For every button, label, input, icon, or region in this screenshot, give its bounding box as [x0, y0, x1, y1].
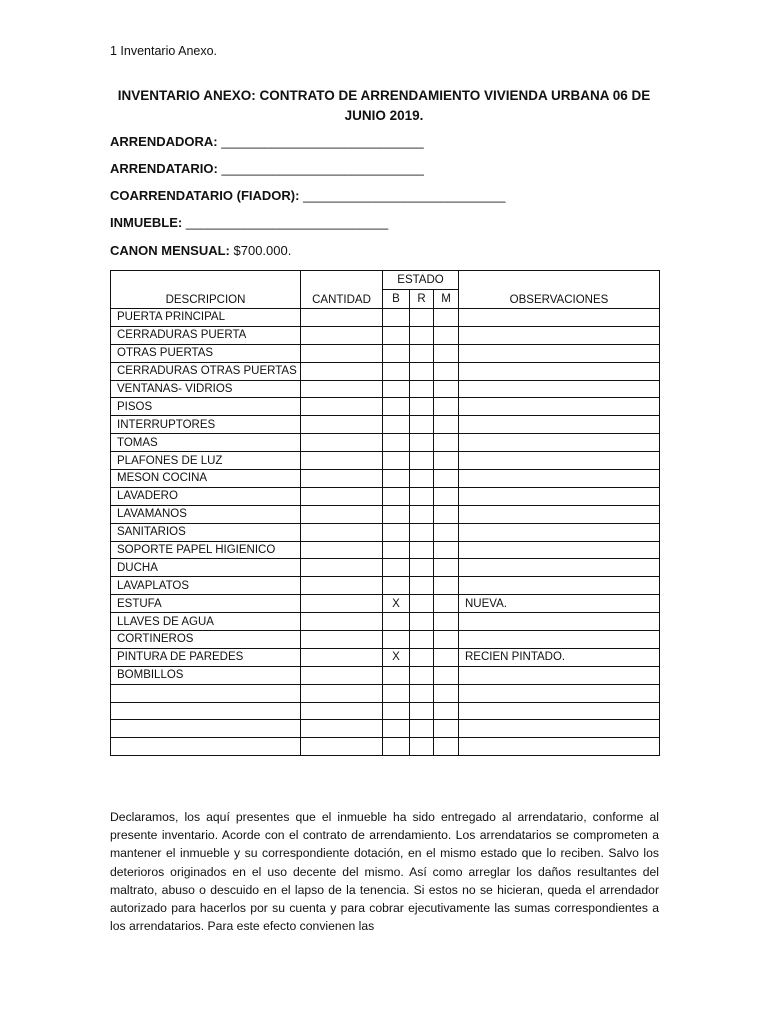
cell-estado-b: X: [383, 648, 410, 666]
field-canon-mensual: [110, 243, 291, 258]
cell-descripcion: INTERRUPTORES: [111, 416, 301, 434]
cell-estado-r: [410, 702, 434, 720]
cell-descripcion: OTRAS PUERTAS: [111, 344, 301, 362]
field-value: $700.000.: [233, 243, 292, 258]
cell-estado-m: [434, 523, 459, 541]
cell-estado-r: [410, 470, 434, 488]
cell-estado-b: [383, 309, 410, 327]
cell-descripcion: CERRADURAS PUERTA: [111, 326, 301, 344]
table-row: [111, 326, 660, 344]
cell-estado-b: [383, 344, 410, 362]
field-arrendatario: [110, 161, 424, 176]
declaration-paragraph: Declaramos, los aquí presentes que el inmueble ha sido entregado al arrendatario, conforme al presente inventario. Acorde con el contrato de arrendamiento. Los arrendatarios se comprometen a mantener el inmueble y su correspondiente dotación, en el mismo estado que lo reciben. Salvo los deterioros originados en el uso decente del mismo. Así como arreglar los daños resultantes del maltrato, abuso o descuido en el lapso de la tenencia. Si estos no se hicieran, queda el arrendador autorizado para hacerlos por su cuenta y para cobrar ejecutivamente las sumas correspondientes a los arrendatarios. Para este efecto convienen las: [110, 810, 659, 934]
table-row: [111, 684, 660, 702]
header-note: 1 Inventario Anexo.: [110, 44, 218, 58]
cell-descripcion: PINTURA DE PAREDES: [111, 648, 301, 666]
col-header-r: R: [410, 290, 434, 309]
cell-observaciones: [459, 577, 660, 595]
cell-estado-r: [410, 577, 434, 595]
cell-descripcion: LAVADERO: [111, 487, 301, 505]
cell-estado-r: [410, 738, 434, 756]
table-row: [111, 595, 660, 613]
cell-descripcion: SOPORTE PAPEL HIGIENICO: [111, 541, 301, 559]
cell-estado-r: [410, 416, 434, 434]
cell-estado-r: [410, 613, 434, 631]
cell-estado-r: [410, 398, 434, 416]
cell-observaciones: [459, 344, 660, 362]
cell-estado-m: [434, 577, 459, 595]
cell-estado-r: [410, 559, 434, 577]
cell-estado-m: [434, 559, 459, 577]
cell-cantidad: [301, 577, 383, 595]
cell-descripcion: DUCHA: [111, 559, 301, 577]
cell-descripcion: CERRADURAS OTRAS PUERTAS: [111, 362, 301, 380]
cell-estado-b: [383, 487, 410, 505]
cell-estado-b: [383, 523, 410, 541]
table-row: [111, 738, 660, 756]
table-row: [111, 505, 660, 523]
cell-cantidad: [301, 523, 383, 541]
cell-observaciones: [459, 398, 660, 416]
table-row: [111, 666, 660, 684]
cell-cantidad: [301, 452, 383, 470]
cell-estado-r: [410, 631, 434, 649]
cell-descripcion: LAVAPLATOS: [111, 577, 301, 595]
cell-estado-r: [410, 344, 434, 362]
cell-observaciones: [459, 452, 660, 470]
col-header-estado: ESTADO: [383, 271, 459, 290]
cell-estado-b: [383, 452, 410, 470]
table-row: [111, 702, 660, 720]
table-row: [111, 613, 660, 631]
cell-estado-m: [434, 631, 459, 649]
cell-estado-b: [383, 470, 410, 488]
cell-cantidad: [301, 505, 383, 523]
table-row: [111, 577, 660, 595]
table-row: [111, 631, 660, 649]
blank-line: ____________________________: [221, 161, 424, 176]
cell-estado-m: [434, 487, 459, 505]
cell-estado-m: [434, 380, 459, 398]
cell-cantidad: [301, 631, 383, 649]
field-label: ARRENDATARIO:: [110, 161, 218, 176]
cell-estado-b: [383, 559, 410, 577]
cell-estado-r: [410, 362, 434, 380]
col-header-cantidad: CANTIDAD: [301, 271, 383, 309]
cell-observaciones: [459, 434, 660, 452]
cell-estado-m: [434, 434, 459, 452]
cell-cantidad: [301, 595, 383, 613]
cell-estado-b: [383, 577, 410, 595]
cell-estado-r: [410, 380, 434, 398]
cell-estado-b: [383, 684, 410, 702]
cell-estado-r: [410, 505, 434, 523]
cell-cantidad: [301, 666, 383, 684]
cell-estado-m: [434, 684, 459, 702]
cell-estado-b: [383, 738, 410, 756]
cell-cantidad: [301, 684, 383, 702]
cell-descripcion: BOMBILLOS: [111, 666, 301, 684]
cell-estado-m: [434, 470, 459, 488]
cell-estado-m: [434, 595, 459, 613]
field-label: COARRENDATARIO (FIADOR):: [110, 188, 300, 203]
table-row: [111, 398, 660, 416]
cell-estado-m: [434, 702, 459, 720]
cell-estado-b: [383, 326, 410, 344]
table-row: [111, 309, 660, 327]
cell-descripcion: VENTANAS- VIDRIOS: [111, 380, 301, 398]
table-row: [111, 362, 660, 380]
cell-estado-r: [410, 595, 434, 613]
cell-estado-r: [410, 648, 434, 666]
cell-descripcion: [111, 738, 301, 756]
cell-cantidad: [301, 648, 383, 666]
cell-cantidad: [301, 309, 383, 327]
col-header-b: B: [383, 290, 410, 309]
cell-descripcion: [111, 684, 301, 702]
col-header-observaciones: OBSERVACIONES: [459, 271, 660, 309]
cell-estado-b: [383, 702, 410, 720]
cell-observaciones: [459, 487, 660, 505]
cell-estado-r: [410, 720, 434, 738]
cell-descripcion: PLAFONES DE LUZ: [111, 452, 301, 470]
table-row: [111, 648, 660, 666]
cell-cantidad: [301, 702, 383, 720]
cell-observaciones: [459, 720, 660, 738]
table-row: [111, 470, 660, 488]
blank-line: ____________________________: [221, 134, 424, 149]
cell-observaciones: [459, 326, 660, 344]
field-arrendadora: [110, 134, 424, 149]
cell-estado-r: [410, 487, 434, 505]
cell-descripcion: MESON COCINA: [111, 470, 301, 488]
cell-estado-r: [410, 434, 434, 452]
cell-observaciones: [459, 613, 660, 631]
cell-cantidad: [301, 362, 383, 380]
cell-estado-r: [410, 452, 434, 470]
cell-estado-m: [434, 416, 459, 434]
cell-observaciones: [459, 559, 660, 577]
cell-estado-m: [434, 398, 459, 416]
cell-estado-b: [383, 720, 410, 738]
cell-descripcion: [111, 720, 301, 738]
cell-descripcion: [111, 702, 301, 720]
cell-estado-b: X: [383, 595, 410, 613]
cell-estado-b: [383, 398, 410, 416]
cell-observaciones: [459, 362, 660, 380]
cell-estado-m: [434, 720, 459, 738]
cell-cantidad: [301, 344, 383, 362]
cell-estado-r: [410, 309, 434, 327]
cell-descripcion: SANITARIOS: [111, 523, 301, 541]
cell-observaciones: [459, 631, 660, 649]
cell-estado-m: [434, 505, 459, 523]
cell-estado-r: [410, 684, 434, 702]
cell-observaciones: [459, 505, 660, 523]
cell-descripcion: LLAVES DE AGUA: [111, 613, 301, 631]
col-header-descripcion: DESCRIPCION: [111, 271, 301, 309]
cell-estado-r: [410, 666, 434, 684]
cell-observaciones: [459, 738, 660, 756]
cell-observaciones: [459, 702, 660, 720]
cell-observaciones: [459, 684, 660, 702]
cell-observaciones: [459, 416, 660, 434]
cell-estado-r: [410, 541, 434, 559]
cell-estado-m: [434, 648, 459, 666]
cell-estado-b: [383, 380, 410, 398]
table-row: [111, 434, 660, 452]
cell-observaciones: [459, 541, 660, 559]
table-row: [111, 559, 660, 577]
table-row: [111, 720, 660, 738]
cell-estado-r: [410, 326, 434, 344]
cell-descripcion: LAVAMANOS: [111, 505, 301, 523]
cell-cantidad: [301, 398, 383, 416]
table-row: [111, 380, 660, 398]
table-row: [111, 541, 660, 559]
cell-observaciones: [459, 380, 660, 398]
cell-estado-m: [434, 613, 459, 631]
table-row: [111, 487, 660, 505]
cell-estado-m: [434, 738, 459, 756]
cell-cantidad: [301, 416, 383, 434]
table-row: [111, 452, 660, 470]
cell-estado-b: [383, 541, 410, 559]
cell-estado-b: [383, 416, 410, 434]
cell-observaciones: [459, 523, 660, 541]
cell-estado-b: [383, 631, 410, 649]
field-label: CANON MENSUAL:: [110, 243, 230, 258]
cell-descripcion: PISOS: [111, 398, 301, 416]
cell-observaciones: [459, 470, 660, 488]
col-header-m: M: [434, 290, 459, 309]
cell-observaciones: NUEVA.: [459, 595, 660, 613]
cell-estado-m: [434, 362, 459, 380]
cell-cantidad: [301, 326, 383, 344]
inventory-body: [111, 309, 660, 756]
cell-observaciones: [459, 666, 660, 684]
table-row: [111, 523, 660, 541]
cell-descripcion: PUERTA PRINCIPAL: [111, 309, 301, 327]
cell-estado-m: [434, 344, 459, 362]
field-label: ARRENDADORA:: [110, 134, 218, 149]
field-inmueble: [110, 215, 388, 230]
field-label: INMUEBLE:: [110, 215, 183, 230]
cell-estado-m: [434, 326, 459, 344]
cell-cantidad: [301, 738, 383, 756]
cell-observaciones: [459, 309, 660, 327]
table-row: [111, 416, 660, 434]
cell-cantidad: [301, 559, 383, 577]
cell-estado-r: [410, 523, 434, 541]
document-title: INVENTARIO ANEXO: CONTRATO DE ARRENDAMIENTO VIVIENDA URBANA 06 DE JUNIO 2019.: [117, 88, 651, 123]
cell-estado-m: [434, 541, 459, 559]
blank-line: ____________________________: [303, 188, 506, 203]
cell-descripcion: TOMAS: [111, 434, 301, 452]
cell-estado-m: [434, 309, 459, 327]
cell-descripcion: ESTUFA: [111, 595, 301, 613]
cell-cantidad: [301, 470, 383, 488]
field-coarrendatario: [110, 188, 506, 203]
cell-observaciones: RECIEN PINTADO.: [459, 648, 660, 666]
cell-cantidad: [301, 434, 383, 452]
cell-estado-b: [383, 434, 410, 452]
cell-estado-b: [383, 362, 410, 380]
inventory-table: [110, 270, 660, 756]
cell-cantidad: [301, 380, 383, 398]
cell-descripcion: CORTINEROS: [111, 631, 301, 649]
table-row: [111, 344, 660, 362]
cell-cantidad: [301, 613, 383, 631]
cell-estado-b: [383, 613, 410, 631]
cell-estado-b: [383, 505, 410, 523]
cell-estado-b: [383, 666, 410, 684]
cell-cantidad: [301, 487, 383, 505]
cell-cantidad: [301, 541, 383, 559]
blank-line: ____________________________: [185, 215, 389, 230]
cell-cantidad: [301, 720, 383, 738]
cell-estado-m: [434, 452, 459, 470]
cell-estado-m: [434, 666, 459, 684]
